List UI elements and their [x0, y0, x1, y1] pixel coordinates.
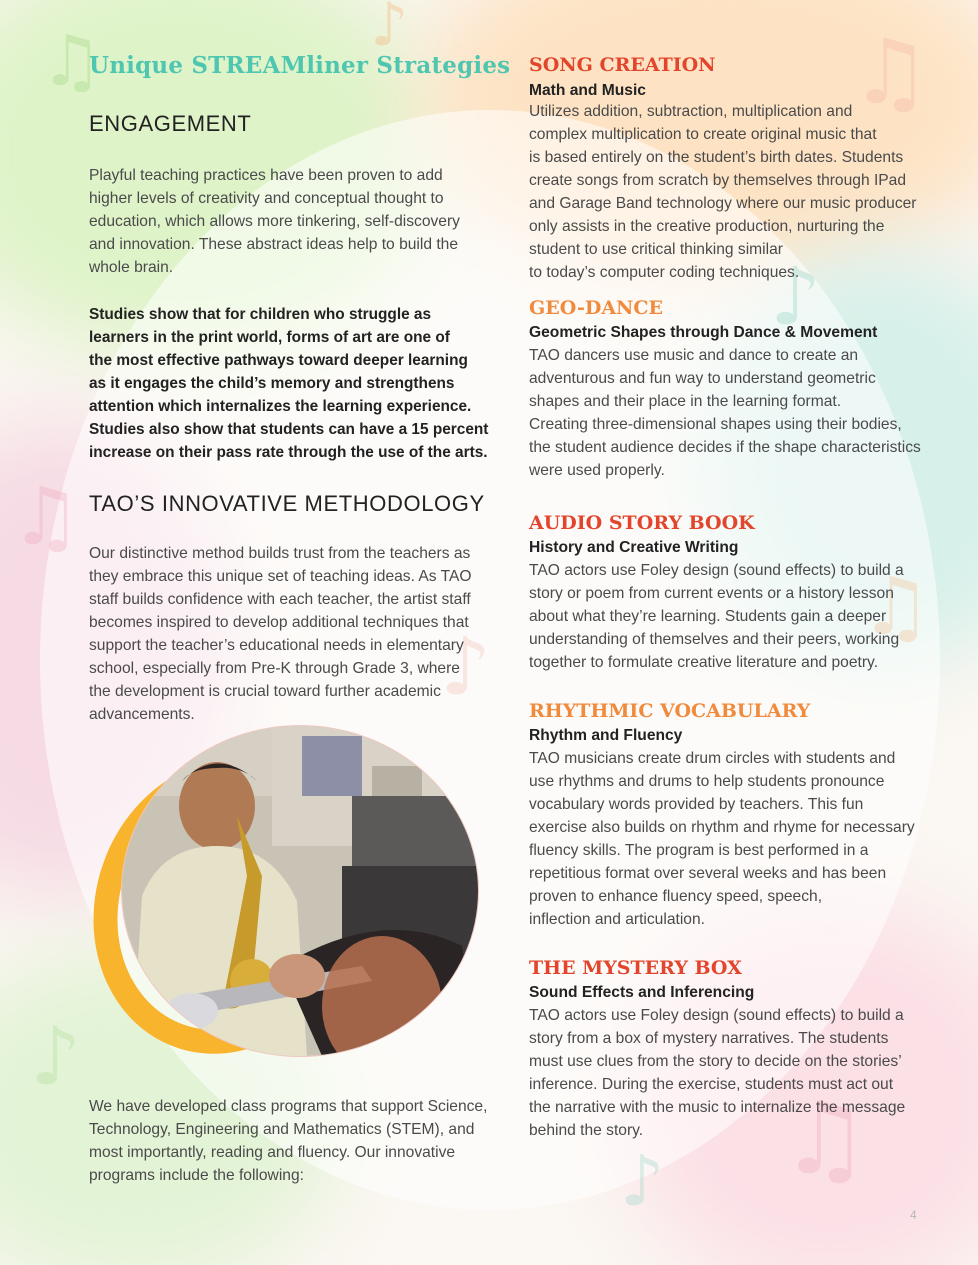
saxophone-trumpet-photo-icon — [122, 726, 478, 1056]
program-subtitle-song-creation: Math and Music — [529, 82, 646, 99]
music-note-icon: ♪ — [440, 620, 492, 713]
music-note-icon: ♪ — [30, 1010, 82, 1103]
program-body-song-creation: Utilizes addition, subtraction, multiplication and complex multiplication to create original music that is based entirely on the student’s birth dates. Students create songs from scratch by themselves through IPad and Garage Band technology where our music producer only assists in the creative production, nurturing the student to use critical thinking similar to today’s computer coding techniques. — [529, 103, 917, 281]
program-body-rhythmic-vocabulary: TAO musicians create drum circles with students and use rhythms and drums to help students pronounce vocabulary words provided by teachers. This fun exercise also builds on rhythm and rhyme for necessary fluency skills. The program is best performed in a repetitious format over several weeks and has been proven to enhance fluency speed, speech, inflection and articulation. — [529, 750, 915, 928]
page-heading: Unique STREAMliner Strategies — [89, 52, 511, 79]
program-body-geo-dance: TAO dancers use music and dance to create an adventurous and fun way to understand geometric shapes and their place in the learning format. Creating three-dimensional shapes using their bodies, the student audience decides if the shape characteristics were used properly. — [529, 347, 921, 479]
music-note-icon: ♪ — [620, 1140, 665, 1222]
program-body-audio-story-book: TAO actors use Foley design (sound effects) to build a story or poem from current events or a history lesson about what they’re learning. Students gain a deeper understanding of themselves and their peers, working together to formulate creative literature and poetry. — [529, 562, 904, 671]
music-note-icon: ♫ — [860, 560, 932, 653]
methodology-paragraph: Our distinctive method builds trust from the teachers as they embrace this unique set of teaching ideas. As TAO staff builds confidence with each teacher, the artist staff becomes inspired to develop additional techniques that support the teacher’s educational needs in elementary school, especially from Pre-K through Grade 3, where the development is crucial toward further academic advancements. — [89, 545, 472, 723]
music-note-icon: ♫ — [780, 1080, 870, 1197]
program-subtitle-audio-story-book: History and Creative Writing — [529, 539, 739, 556]
methodology-title: TAO’S INNOVATIVE METHODOLOGY — [89, 491, 485, 516]
engagement-paragraph: Playful teaching practices have been proven to add higher levels of creativity and conceptual thought to education, which allows more tinkering, self-discovery and innovation. These abstract ideas help to build the whole brain. — [89, 167, 460, 276]
programs-intro-paragraph: We have developed class programs that support Science, Technology, Engineering and Mathematics (STEM), and most importantly, reading and fluency. Our innovative programs include the following: — [89, 1098, 488, 1184]
musicians-photo — [122, 726, 478, 1056]
music-note-icon: ♪ — [370, 0, 409, 60]
program-title-mystery-box: THE MYSTERY BOX — [529, 957, 742, 979]
program-subtitle-rhythmic-vocabulary: Rhythm and Fluency — [529, 727, 683, 744]
program-subtitle-geo-dance: Geometric Shapes through Dance & Movement — [529, 324, 878, 341]
program-title-song-creation: SONG CREATION — [529, 54, 716, 76]
program-title-geo-dance: GEO-DANCE — [529, 297, 664, 319]
photo-group — [96, 726, 486, 1056]
music-note-icon: ♫ — [10, 470, 82, 563]
music-note-icon: ♪ — [770, 250, 822, 343]
page-number: 4 — [910, 1208, 917, 1222]
engagement-title: ENGAGEMENT — [89, 111, 252, 136]
program-title-rhythmic-vocabulary: RHYTHMIC VOCABULARY — [529, 700, 811, 722]
program-subtitle-mystery-box: Sound Effects and Inferencing — [529, 984, 755, 1001]
music-note-icon: ♫ — [40, 20, 103, 102]
program-body-mystery-box: TAO actors use Foley design (sound effects) to build a story from a box of mystery narratives. The students must use clues from the story to decide on the stories’ inference. During the exercise, students must act out the narrative with the music to internalize the message behind the story. — [529, 1007, 906, 1139]
program-title-audio-story-book: AUDIO STORY BOOK — [529, 512, 755, 534]
engagement-studies-paragraph: Studies show that for children who struggle as learners in the print world, forms of art are one of the most effective pathways toward deeper learning as it engages the child’s memory and strengthens attention which internalizes the learning experience. Studies also show that students can have a 15 percent increase on their pass rate through the use of the arts. — [89, 306, 489, 461]
music-note-icon: ♫ — [850, 20, 931, 125]
